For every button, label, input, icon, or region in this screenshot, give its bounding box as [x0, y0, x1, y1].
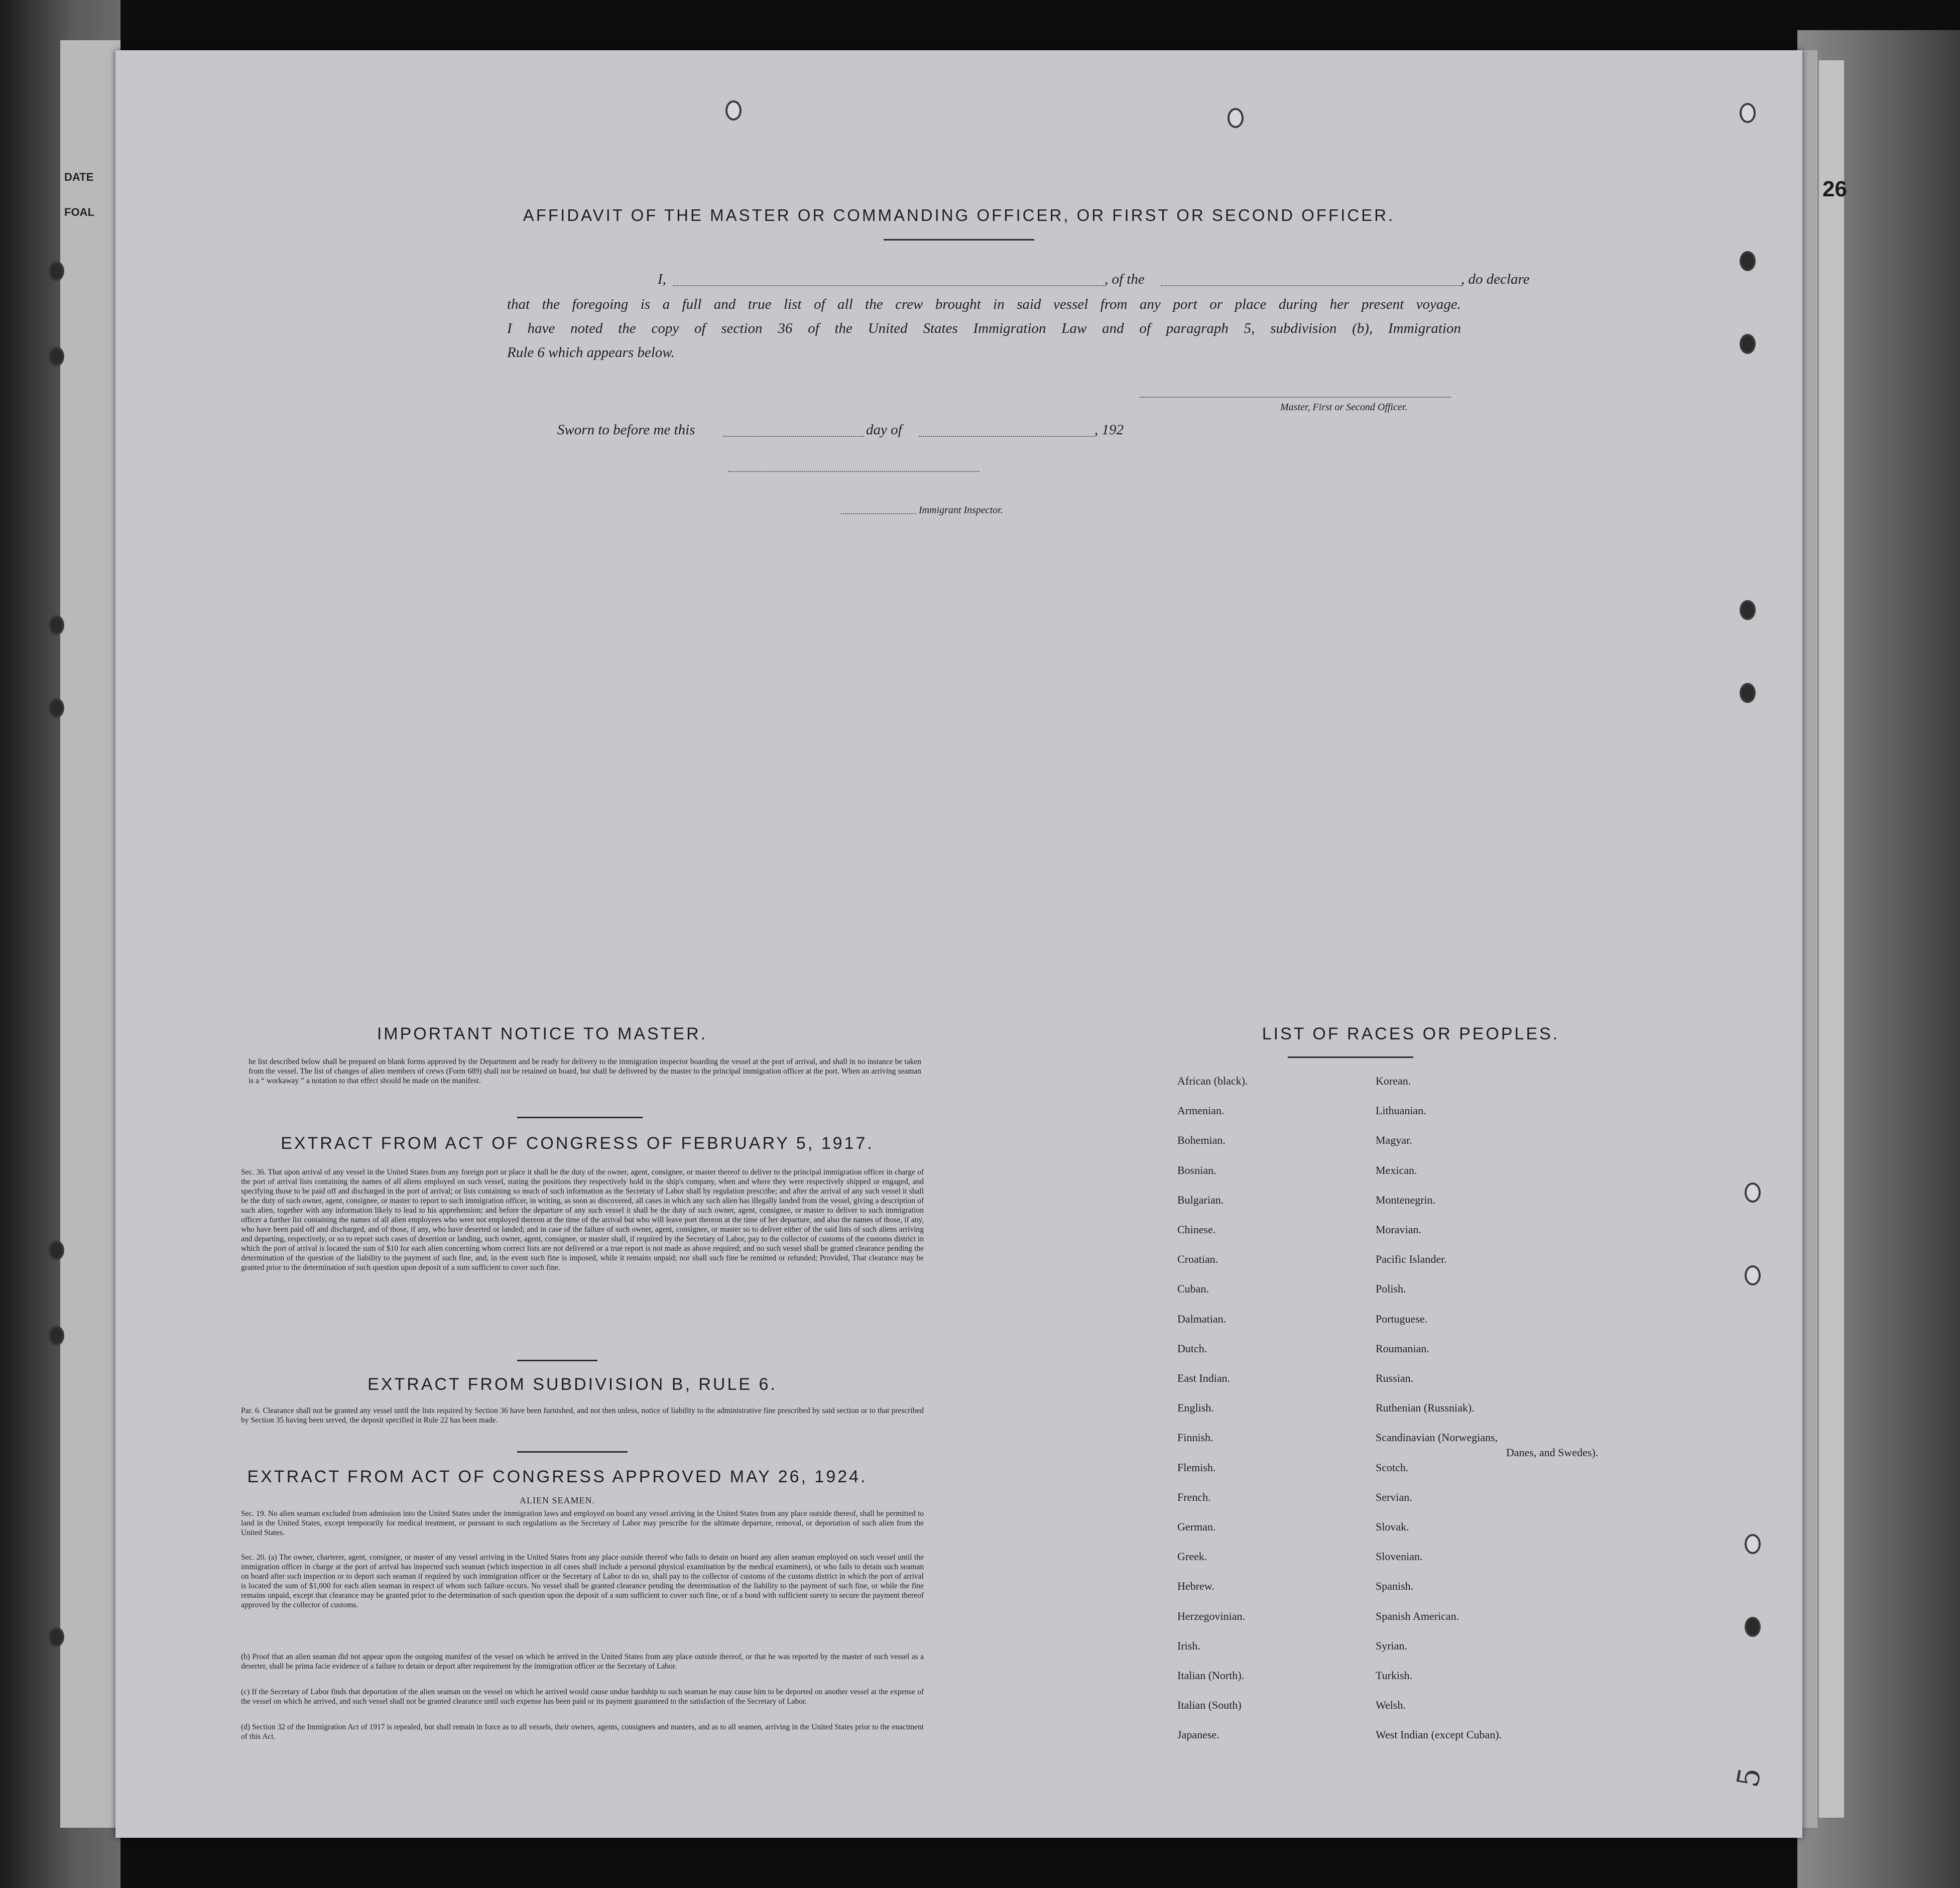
- punch-hole: [1745, 1265, 1761, 1285]
- race-right-item: Spanish American.: [1376, 1609, 1459, 1622]
- binder-hole: [48, 1627, 64, 1647]
- race-left-item: Greek.: [1177, 1550, 1207, 1563]
- race-left-item: Herzegovinian.: [1177, 1609, 1245, 1622]
- extract-1924-sec20d: (d) Section 32 of the Immigration Act of 1917 is repealed, but shall remain in force as to all vessels, their owners, agents, consignees and masters, and as to all seamen, arriving in the United States prior to the enactment of this Act.: [241, 1723, 924, 1741]
- binder-hole: [48, 615, 64, 635]
- affidavit-title-rule: [884, 239, 1034, 241]
- race-left-item: Bohemian.: [1177, 1134, 1226, 1147]
- race-right-item: Magyar.: [1376, 1134, 1412, 1147]
- race-right-item: Scandinavian (Norwegians,: [1376, 1431, 1498, 1444]
- race-left-item: Italian (North).: [1177, 1669, 1245, 1682]
- inspector-signature-blank-2: [841, 513, 916, 514]
- rule6-rule: [517, 1451, 628, 1453]
- sworn-label: Sworn to before me this: [557, 422, 695, 438]
- master-signature-blank: [1140, 397, 1451, 398]
- extract-1924-sec20c: (c) If the Secretary of Labor finds that deportation of the alien seaman on the vessel on which he arrived would cause undue hardship to such seaman he may cause him to be deported on another vessel at the expense of the vessel on which he arrived, and such vessel shall not be granted clearance until such expense has been paid or its payment guaranteed to the satisfaction of the Secretary of Labor.: [241, 1688, 924, 1706]
- underlying-sheet-edge: [60, 40, 120, 1828]
- race-left-item: English.: [1177, 1401, 1214, 1414]
- race-left-item: Finnish.: [1177, 1431, 1213, 1444]
- punch-hole: [1745, 1617, 1761, 1637]
- race-right-item: Syrian.: [1376, 1639, 1407, 1652]
- binder-hole: [48, 261, 64, 281]
- race-right-item: Ruthenian (Russniak).: [1376, 1401, 1475, 1414]
- race-left-item: Dalmatian.: [1177, 1312, 1227, 1325]
- inspector-label: Immigrant Inspector.: [919, 505, 1003, 516]
- race-right-item: Slovak.: [1376, 1520, 1409, 1533]
- binder-hole: [48, 346, 64, 367]
- race-left-item: Bosnian.: [1177, 1163, 1216, 1176]
- race-left-item: Italian (South): [1177, 1699, 1242, 1712]
- race-left-item: Irish.: [1177, 1639, 1200, 1652]
- affidavit-line-3: I have noted the copy of section 36 of the United States Immigration Law and of paragraph 5, subdivision (b), Immigration: [507, 320, 1461, 336]
- race-left-item: Bulgarian.: [1177, 1193, 1224, 1206]
- affidavit-of-the: , of the: [1105, 271, 1145, 287]
- binder-hole: [48, 698, 64, 718]
- race-right-item: Russian.: [1376, 1372, 1414, 1384]
- extract-1924-sec20a: Sec. 20. (a) The owner, charterer, agent, consignee, or master of any vessel arriving in the United States from any place outside thereof who fails to detain on board any alien seaman employed on such vessel until the immigration officer in charge at the port of arrival has inspected such seaman (which inspection in all cases shall include a personal physical examination by the medical examiners), or who fails to detain such seaman on board after such inspection or to deport such seaman if required by such immigration officer or the Secretary of Labor to do so, shall pay to the collector of customs of the customs district in which the port of arrival is located the sum of $1,000 for each alien seaman in respect of whom such failure occurs. No vessel shall be granted clearance pending the determination of the liability to the payment of such fine, or while the fine remains unpaid, except that clearance may be granted prior to the determination of such question upon the deposit of a sum sufficient to cover such fine, or of a bond with sufficient surety to secure the payment thereof approved by the collector of customs.: [241, 1553, 924, 1609]
- form-page: [115, 50, 1802, 1838]
- sworn-month-blank: [919, 436, 1094, 437]
- extract-1917-text: Sec. 36. That upon arrival of any vessel in the United States from any foreign port or place it shall be the duty of the owner, agent, consignee, or master thereof to deliver to the principal immigration officer in charge of the port of arrival lists containing the names of all aliens employed on such vessel, stating the positions they respectively hold in the ship's company, when and where they were respectively shipped or engaged, and specifying those to be paid off and discharged in the port of arrival; or lists containing so much of such information as the Secretary of Labor shall by regulation prescribe; and after the arrival of any such vessel it shall be the duty of such owner, agent, consignee, or master to report to such immigration officer, in writing, as soon as discovered, all cases in which any such alien has illegally landed from the vessel, giving a description of such alien, together with any information likely to lead to his apprehension; and before the departure of any such vessel it shall be the duty of such owner, agent, consignee, or master to deliver to such immigration officer a further list containing the names of all alien employees who were not employed thereon at the time of the arrival but who will leave port thereon at the time of her departure, and also the names of those, if any, who have been paid off and discharged, and of those, if any, who have deserted or landed; and in case of the failure of such owner, agent, consignee, or master so to deliver either of the said lists of such aliens arriving and departing, respectively, or so to report such cases of desertion or landing, such owner, agent, consignee, or master shall, if required by the Secretary of Labor, pay to the collector of customs of the customs district in which the port of arrival is located the sum of $10 for each alien concerning whom correct lists are not delivered or a true report is not made as above required; and no such vessel shall be granted clearance pending the determination of the question of the liability to the payment of such fine, and, in the event such fine is imposed, while it remains unpaid; nor shall such fine be remitted or refunded; Provided, That clearance may be granted prior to the determination of such question upon deposit of a sum sufficient to cover such fine.: [241, 1168, 924, 1272]
- extract-1924-sec19: Sec. 19. No alien seaman excluded from admission into the United States under the immigration laws and employed on board any vessel arriving in the United States from any place outside thereof, shall be permitted to land in the United States, except temporarily for medical treatment, or pursuant to such regulations as the Secretary of Labor may prescribe for the ultimate departure, removal, or deportation of such alien from the United States.: [241, 1509, 924, 1537]
- race-left-item: Japanese.: [1177, 1728, 1219, 1741]
- race-right-item: Servian.: [1376, 1490, 1412, 1503]
- binder-hole: [48, 1326, 64, 1346]
- extract-1924-subtitle: ALIEN SEAMEN.: [520, 1495, 595, 1505]
- race-left-item: Cuban.: [1177, 1282, 1209, 1295]
- affidavit-i-label: I,: [658, 271, 666, 287]
- race-scandinavian-continued: Danes, and Swedes).: [1506, 1446, 1599, 1459]
- race-left-item: Hebrew.: [1177, 1580, 1214, 1593]
- notice-text: he list described below shall be prepared on blank forms approved by the Department and be ready for delivery to the immigration inspector boarding the vessel at the port of arrival, and shall in no instance be taken from the vessel. The list of changes of alien members of crews (Form 689) shall not be retained on board, but shall be delivered by the master to the principal immigration officer at the port. When an arriving seaman is a “ workaway ” a notation to that effect should be made on the manifest.: [249, 1057, 921, 1085]
- race-right-item: Scotch.: [1376, 1461, 1409, 1474]
- year-label: , 192: [1094, 422, 1124, 438]
- vessel-blank: [1161, 285, 1462, 286]
- notice-title: IMPORTANT NOTICE TO MASTER.: [377, 1024, 708, 1043]
- affidavit-line-4: Rule 6 which appears below.: [507, 344, 675, 361]
- name-blank: [673, 285, 1105, 286]
- punch-hole: [1740, 334, 1756, 354]
- race-right-item: Spanish.: [1376, 1580, 1414, 1593]
- race-right-item: Moravian.: [1376, 1223, 1422, 1236]
- race-left-item: East Indian.: [1177, 1372, 1231, 1384]
- punch-hole: [1745, 1534, 1761, 1554]
- race-left-item: Chinese.: [1177, 1223, 1216, 1236]
- right-sheet-edge-2: [1817, 60, 1844, 1818]
- race-left-item: African (black).: [1177, 1075, 1248, 1087]
- punch-hole: [1228, 108, 1244, 128]
- margin-stamp-line1: DATE: [64, 171, 94, 183]
- race-left-item: Armenian.: [1177, 1104, 1224, 1117]
- race-left-item: German.: [1177, 1520, 1216, 1533]
- extract-1917-title: EXTRACT FROM ACT OF CONGRESS OF FEBRUARY 5, 1917.: [281, 1134, 874, 1153]
- page-number: 26: [1822, 177, 1847, 201]
- corner-mark: 5: [1730, 1765, 1768, 1790]
- affidavit-do-declare: , do declare: [1461, 271, 1530, 287]
- extract-1917-rule: [517, 1360, 597, 1361]
- rule6-text: Par. 6. Clearance shall not be granted any vessel until the lists required by Section 36 have been furnished, and not then unless, notice of liability to the administrative fine prescribed by said section or to that prescribed by Section 35 having been served, the deposit specified in Rule 22 has been made.: [241, 1406, 924, 1425]
- races-title-rule: [1288, 1056, 1413, 1058]
- race-right-item: Lithuanian.: [1376, 1104, 1426, 1117]
- punch-hole: [725, 100, 742, 121]
- extract-1924-title: EXTRACT FROM ACT OF CONGRESS APPROVED MAY 26, 1924.: [247, 1467, 868, 1486]
- binder-hole: [48, 1240, 64, 1260]
- affidavit-line-2: that the foregoing is a full and true list of all the crew brought in said vessel from any port or place during her present voyage.: [507, 296, 1461, 312]
- master-signature-label: Master, First or Second Officer.: [1280, 402, 1408, 413]
- race-right-item: Montenegrin.: [1376, 1193, 1436, 1206]
- punch-hole: [1745, 1183, 1761, 1203]
- race-right-item: Portuguese.: [1376, 1312, 1428, 1325]
- races-title: LIST OF RACES OR PEOPLES.: [1262, 1024, 1560, 1043]
- punch-hole: [1740, 103, 1756, 123]
- inspector-signature-blank-1: [728, 471, 979, 472]
- punch-hole: [1740, 683, 1756, 703]
- margin-stamp: [64, 160, 114, 230]
- race-left-item: French.: [1177, 1490, 1211, 1503]
- notice-rule: [517, 1117, 643, 1118]
- day-of-label: day of: [866, 422, 902, 438]
- rule6-title: EXTRACT FROM SUBDIVISION B, RULE 6.: [368, 1375, 777, 1394]
- race-right-item: Korean.: [1376, 1075, 1411, 1087]
- extract-1924-sec20b: (b) Proof that an alien seaman did not appear upon the outgoing manifest of the vessel on which he arrived in the United States from any place outside thereof, or that he was reported by the master of such vessel as a deserter, shall be prima facie evidence of a failure to detain or deport after requirement by the immigration officer or the Secretary of Labor.: [241, 1653, 924, 1671]
- race-right-item: Slovenian.: [1376, 1550, 1423, 1563]
- race-right-item: Welsh.: [1376, 1699, 1406, 1712]
- race-left-item: Flemish.: [1177, 1461, 1216, 1474]
- race-left-item: Dutch.: [1177, 1342, 1207, 1355]
- race-right-item: Pacific Islander.: [1376, 1253, 1447, 1266]
- margin-stamp-line2: FOAL: [64, 206, 94, 218]
- race-left-item: Croatian.: [1177, 1253, 1218, 1266]
- sworn-day-blank: [723, 436, 864, 437]
- race-right-item: Mexican.: [1376, 1163, 1417, 1176]
- punch-hole: [1740, 600, 1756, 620]
- race-right-item: West Indian (except Cuban).: [1376, 1728, 1502, 1741]
- race-right-item: Roumanian.: [1376, 1342, 1429, 1355]
- punch-hole: [1740, 251, 1756, 271]
- race-right-item: Polish.: [1376, 1282, 1406, 1295]
- race-right-item: Turkish.: [1376, 1669, 1413, 1682]
- affidavit-title: AFFIDAVIT OF THE MASTER OR COMMANDING OFFICER, OR FIRST OR SECOND OFFICER.: [523, 206, 1395, 224]
